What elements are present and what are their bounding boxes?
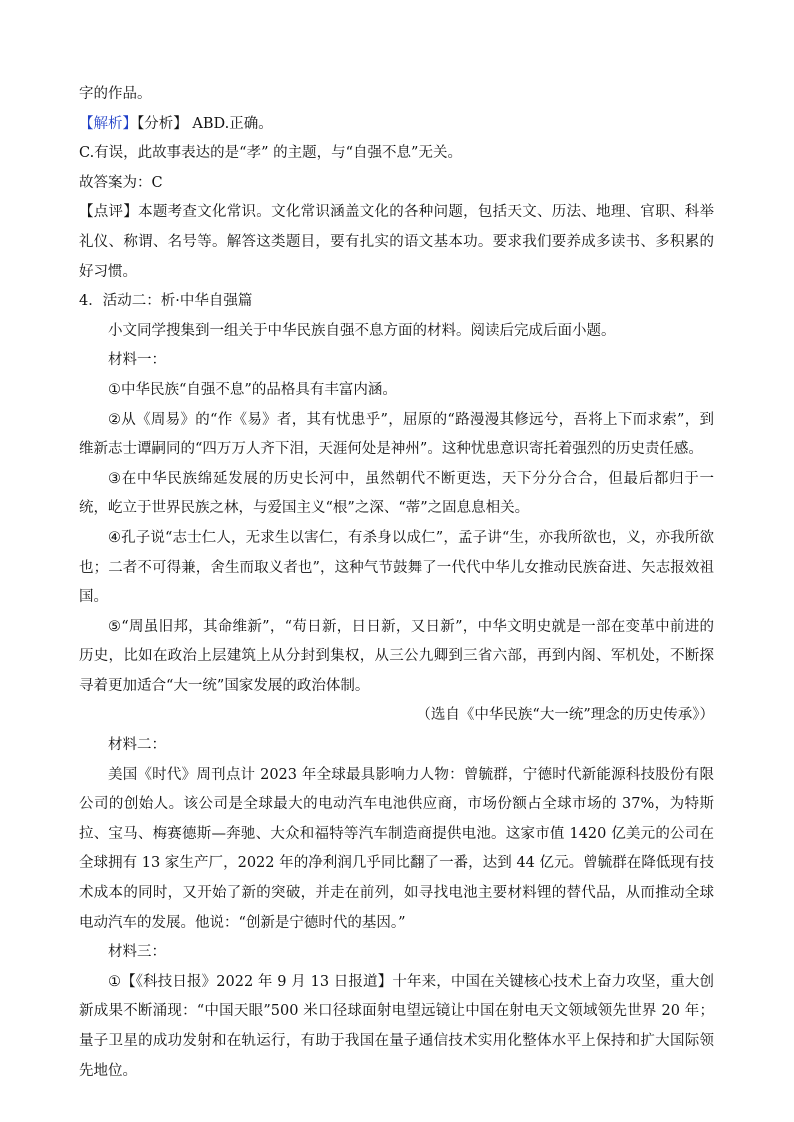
item-text: 中华民族“自强不息”的品格具有丰富内涵。 bbox=[121, 381, 397, 398]
material-1-item-1 bbox=[79, 376, 714, 406]
material-1-item-4 bbox=[79, 524, 714, 613]
item-text: “周虽旧邦，其命维新”，“苟日新，日日新，又日新”，中华文明史就是一部在变革中前进的历史，比如在政治上层建筑上从分封到集权，从三公九卿到三省六部，再到内阁、军机处，不断探寻着更加适合“大一统”国家发展的政治体制。 bbox=[79, 618, 714, 694]
previous-answer-tail: 字的作品。 bbox=[79, 86, 152, 102]
question-intro: 小文同学搜集到一组关于中华民族自强不息方面的材料。阅读后完成后面小题。 bbox=[108, 322, 616, 339]
item-number: ③ bbox=[108, 470, 122, 487]
item-number: ① bbox=[108, 381, 121, 398]
question-4-heading: 4．活动二：析·中华自强篇 bbox=[79, 293, 253, 310]
item-text: 孔子说“志士仁人，无求生以害仁，有杀身以成仁”，孟子讲“生，亦我所欲也，义，亦我所欲也；二者不可得兼，舍生而取义者也”，这种气节鼓舞了一代代中华儿女推动民族奋进、矢志报效祖国。 bbox=[79, 529, 714, 606]
item-number: ② bbox=[108, 411, 122, 428]
material-2-text: 美国《时代》周刊点计 2023 年全球最具影响力人物：曾毓群，宁德时代新能源科技股份有限公司的创始人。该公司是全球最大的电动汽车电池供应商，市场份额占全球市场的 37%，为特斯拉、宝马、梅赛德斯—奔驰、大众和福特等汽车制造商提供电池。这家市值 1420 亿美元的公司在全球拥有 13 家生产厂，2022 年的净利润几乎同比翻了一番，达到 44 亿元。曾毓群在降低现有技术成本的同时，又开始了新的突破，并走在前列，如寻找电池主要材料锂的替代品，从而推动全球电动汽车的发展。他说：“创新是宁德时代的基因。” bbox=[79, 766, 714, 931]
item-number: ① bbox=[108, 973, 122, 990]
analysis-subtag: 【分析】 bbox=[137, 115, 188, 132]
comment-text: 本题考查文化常识。文化常识涵盖文化的各种问题，包括天文、历法、地理、官职、科举礼仪、称谓、名号等。解答这类题目，要有扎实的语文基本功。要求我们要养成多读书、多积累的好习惯。 bbox=[79, 204, 715, 280]
option-c-explanation: C.有误，此故事表达的是“孝” 的主题，与“自强不息”无关。 bbox=[79, 145, 462, 162]
material-3-label: 材料三： bbox=[108, 944, 166, 961]
material-1-item-3 bbox=[79, 465, 714, 524]
item-number: ⑤ bbox=[108, 618, 122, 635]
comment-tag: 【点评】 bbox=[79, 204, 139, 221]
item-text: 在中华民族绵延发展的历史长河中，虽然朝代不断更迭，天下分分合合，但最后都归于一统，屹立于世界民族之林，与爱国主义“根”之深、“蒂”之固息息相关。 bbox=[79, 470, 715, 517]
item-text: 从《周易》的“作《易》者，其有忧患乎”，屈原的“路漫漫其修远兮，吾将上下而求索”，到维新志士谭嗣同的“四万万人齐下泪，天涯何处是神州”。这种忧患意识寄托着强烈的历史责任感。 bbox=[79, 411, 714, 458]
material-1-source: （选自《中华民族“大一统”理念的历史传承》） bbox=[416, 707, 714, 724]
item-number: ④ bbox=[108, 529, 122, 546]
analysis-tag: 【解析】 bbox=[79, 115, 137, 132]
analysis-line bbox=[79, 110, 714, 140]
material-2-label: 材料二： bbox=[108, 737, 166, 754]
item-text: 【《科技日报》2022 年 9 月 13 日报道】十年来，中国在关键核心技术上奋力攻坚，重大创新成果不断涌现：“中国天眼”500 米口径球面射电望远镜让中国在射电天文领域领先世界 20 年；量子卫星的成功发射和在轨运行，有助于我国在量子通信技术实用化整体水平上保持和扩大国际领先地位。 bbox=[79, 973, 715, 1079]
material-1-label: 材料一： bbox=[108, 352, 166, 369]
material-1-item-5 bbox=[79, 613, 714, 702]
answer-line: 故答案为：C bbox=[79, 174, 163, 191]
analysis-text: ABD.正确。 bbox=[187, 115, 273, 132]
material-1-item-2 bbox=[79, 406, 714, 465]
comment-paragraph bbox=[79, 198, 714, 287]
material-3-item-1 bbox=[79, 968, 714, 1086]
